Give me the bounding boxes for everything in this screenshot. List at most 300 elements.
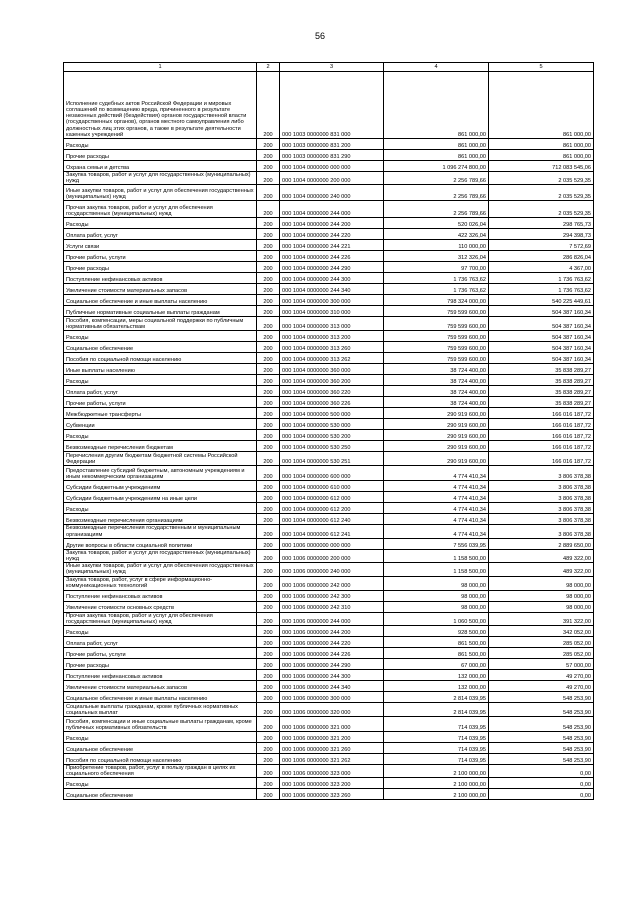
row-code: 200	[257, 172, 280, 185]
row-classification: 000 1006 0000000 321 260	[280, 743, 384, 754]
row-classification: 000 1003 0000000 831 200	[280, 139, 384, 150]
row-label: Расходы	[64, 503, 257, 514]
row-label: Безвозмездные перечисления государственным и муниципальным организациям	[64, 525, 257, 538]
row-executed: 504 387 160,34	[489, 342, 594, 353]
table-row	[64, 262, 594, 273]
table-row	[64, 317, 594, 331]
row-executed: 0,00	[489, 765, 594, 778]
table-row	[64, 563, 594, 576]
row-approved: 67 000,00	[384, 659, 489, 670]
row-approved: 1 158 500,00	[384, 549, 489, 562]
row-label: Субсидии бюджетным учреждениям на иные цели	[64, 492, 257, 503]
row-label: Прочая закупка товаров, работ и услуг для обеспечения государственных (муниципальных) нужд	[64, 201, 257, 218]
row-approved: 290 919 600,00	[384, 408, 489, 419]
row-label: Предоставление субсидий бюджетным, автономным учреждениям и иным некоммерческим организациям	[64, 466, 257, 481]
row-approved: 132 000,00	[384, 681, 489, 692]
row-classification: 000 1006 0000000 323 200	[280, 778, 384, 789]
row-executed: 391 322,00	[489, 612, 594, 625]
table-row	[64, 430, 594, 441]
table-row	[64, 284, 594, 295]
row-executed: 504 387 160,34	[489, 317, 594, 331]
row-executed: 98 000,00	[489, 576, 594, 590]
table-row	[64, 72, 594, 139]
row-code: 200	[257, 549, 280, 562]
row-approved: 2 100 000,00	[384, 778, 489, 789]
row-code: 200	[257, 692, 280, 703]
row-executed: 7 572,69	[489, 240, 594, 251]
row-code: 200	[257, 525, 280, 538]
row-executed: 166 016 187,72	[489, 408, 594, 419]
row-label: Увеличение стоимости материальных запасов	[64, 284, 257, 295]
row-label: Увеличение стоимости основных средств	[64, 601, 257, 612]
table-row	[64, 681, 594, 692]
row-approved: 714 039,95	[384, 732, 489, 743]
row-classification: 000 1006 0000000 321 200	[280, 732, 384, 743]
row-approved: 290 919 600,00	[384, 430, 489, 441]
row-code: 200	[257, 765, 280, 778]
table-row	[64, 659, 594, 670]
row-executed: 2 035 529,35	[489, 172, 594, 185]
row-approved: 38 724 400,00	[384, 375, 489, 386]
row-code: 200	[257, 703, 280, 717]
row-classification: 000 1004 0000000 530 200	[280, 430, 384, 441]
table-row	[64, 150, 594, 161]
row-classification: 000 1006 0000000 000 000	[280, 538, 384, 549]
table-row	[64, 331, 594, 342]
table-body	[64, 72, 594, 800]
table-row	[64, 514, 594, 525]
table-row	[64, 743, 594, 754]
row-executed: 861 000,00	[489, 72, 594, 139]
row-executed: 861 000,00	[489, 139, 594, 150]
row-approved: 2 256 789,66	[384, 185, 489, 201]
row-label: Оплата работ, услуг	[64, 637, 257, 648]
row-classification: 000 1006 0000000 244 300	[280, 670, 384, 681]
row-classification: 000 1004 0000000 360 000	[280, 364, 384, 375]
row-label: Социальное обеспечение	[64, 789, 257, 800]
row-approved: 1 736 763,62	[384, 273, 489, 284]
row-executed: 1 736 763,62	[489, 273, 594, 284]
row-code: 200	[257, 681, 280, 692]
table-row	[64, 375, 594, 386]
row-label: Социальное обеспечение и иные выплаты населению	[64, 692, 257, 703]
row-classification: 000 1004 0000000 360 200	[280, 375, 384, 386]
row-classification: 000 1006 0000000 244 200	[280, 626, 384, 637]
row-approved: 4 774 410,34	[384, 492, 489, 503]
row-executed: 3 806 378,38	[489, 481, 594, 492]
row-code: 200	[257, 386, 280, 397]
table-row	[64, 717, 594, 732]
table-row	[64, 353, 594, 364]
row-code: 200	[257, 353, 280, 364]
row-classification: 000 1006 0000000 244 340	[280, 681, 384, 692]
row-label: Закупка товаров, работ и услуг для государственных (муниципальных) нужд	[64, 172, 257, 185]
row-executed: 285 052,00	[489, 648, 594, 659]
row-executed: 548 253,90	[489, 743, 594, 754]
row-code: 200	[257, 637, 280, 648]
row-label: Субсидии бюджетным учреждениям	[64, 481, 257, 492]
row-classification: 000 1006 0000000 240 000	[280, 563, 384, 576]
table-row	[64, 503, 594, 514]
row-code: 200	[257, 375, 280, 386]
row-label: Прочие работы, услуги	[64, 397, 257, 408]
table-row	[64, 419, 594, 430]
row-classification: 000 1004 0000000 313 260	[280, 342, 384, 353]
header-cell: 1	[64, 63, 257, 72]
row-label: Субвенции	[64, 419, 257, 430]
table-row	[64, 576, 594, 590]
row-code: 200	[257, 185, 280, 201]
row-label: Прочие работы, услуги	[64, 251, 257, 262]
row-code: 200	[257, 514, 280, 525]
table-row	[64, 765, 594, 778]
row-label: Охрана семьи и детства	[64, 161, 257, 172]
row-code: 200	[257, 364, 280, 375]
row-code: 200	[257, 743, 280, 754]
table-row	[64, 240, 594, 251]
row-executed: 504 387 160,34	[489, 353, 594, 364]
row-executed: 98 000,00	[489, 590, 594, 601]
table-row	[64, 612, 594, 625]
row-classification: 000 1004 0000000 244 226	[280, 251, 384, 262]
row-code: 200	[257, 430, 280, 441]
row-approved: 714 039,95	[384, 717, 489, 732]
row-label: Прочие работы, услуги	[64, 648, 257, 659]
row-executed: 0,00	[489, 789, 594, 800]
row-executed: 285 052,00	[489, 637, 594, 648]
row-classification: 000 1006 0000000 244 220	[280, 637, 384, 648]
row-code: 200	[257, 273, 280, 284]
table-row	[64, 218, 594, 229]
table-row	[64, 185, 594, 201]
row-approved: 861 000,00	[384, 139, 489, 150]
row-classification: 000 1006 0000000 242 300	[280, 590, 384, 601]
row-classification: 000 1004 0000000 000 000	[280, 161, 384, 172]
row-label: Расходы	[64, 430, 257, 441]
row-approved: 928 500,00	[384, 626, 489, 637]
row-approved: 1 158 500,00	[384, 563, 489, 576]
table-row	[64, 481, 594, 492]
row-classification: 000 1004 0000000 244 340	[280, 284, 384, 295]
row-executed: 298 765,73	[489, 218, 594, 229]
row-label: Закупка товаров, работ, услуг в сфере информационно-коммуникационных технологий	[64, 576, 257, 590]
row-code: 200	[257, 789, 280, 800]
table-row	[64, 754, 594, 765]
row-classification: 000 1004 0000000 530 250	[280, 441, 384, 452]
row-label: Расходы	[64, 732, 257, 743]
row-label: Безвозмездные перечисления бюджетам	[64, 441, 257, 452]
row-label: Прочие расходы	[64, 659, 257, 670]
row-classification: 000 1006 0000000 244 290	[280, 659, 384, 670]
table-row	[64, 295, 594, 306]
table-row	[64, 538, 594, 549]
header-cell: 3	[280, 63, 384, 72]
row-classification: 000 1004 0000000 244 000	[280, 201, 384, 218]
row-approved: 132 000,00	[384, 670, 489, 681]
row-label: Пособия по социальной помощи населению	[64, 754, 257, 765]
table-row	[64, 342, 594, 353]
table-row	[64, 441, 594, 452]
row-label: Пособия по социальной помощи населению	[64, 353, 257, 364]
row-code: 200	[257, 648, 280, 659]
header-cell: 5	[489, 63, 594, 72]
row-label: Социальное обеспечение	[64, 743, 257, 754]
row-approved: 861 500,00	[384, 637, 489, 648]
row-label: Иные закупки товаров, работ и услуг для обеспечения государственных (муниципальных) нужд	[64, 185, 257, 201]
row-label: Расходы	[64, 139, 257, 150]
row-label: Расходы	[64, 626, 257, 637]
row-approved: 4 774 410,34	[384, 514, 489, 525]
table-row	[64, 408, 594, 419]
row-approved: 7 556 039,95	[384, 538, 489, 549]
row-label: Поступление нефинансовых активов	[64, 590, 257, 601]
row-code: 200	[257, 670, 280, 681]
row-executed: 548 253,90	[489, 717, 594, 732]
row-label: Услуги связи	[64, 240, 257, 251]
row-approved: 1 096 274 800,00	[384, 161, 489, 172]
row-code: 200	[257, 251, 280, 262]
row-executed: 504 387 160,34	[489, 331, 594, 342]
row-executed: 3 806 378,38	[489, 492, 594, 503]
row-approved: 759 599 600,00	[384, 331, 489, 342]
row-executed: 489 322,00	[489, 549, 594, 562]
row-code: 200	[257, 150, 280, 161]
row-approved: 2 814 039,95	[384, 692, 489, 703]
row-label: Прочая закупка товаров, работ и услуг для обеспечения государственных (муниципальных) нужд	[64, 612, 257, 625]
row-executed: 3 806 378,38	[489, 503, 594, 514]
row-approved: 759 599 600,00	[384, 342, 489, 353]
row-classification: 000 1004 0000000 610 000	[280, 481, 384, 492]
row-classification: 000 1004 0000000 600 000	[280, 466, 384, 481]
row-approved: 759 599 600,00	[384, 306, 489, 317]
row-label: Расходы	[64, 331, 257, 342]
row-label: Социальные выплаты гражданам, кроме публичных нормативных социальных выплат	[64, 703, 257, 717]
table-row	[64, 732, 594, 743]
table-row	[64, 703, 594, 717]
row-executed: 166 016 187,72	[489, 441, 594, 452]
row-code: 200	[257, 139, 280, 150]
row-label: Оплата работ, услуг	[64, 229, 257, 240]
row-code: 200	[257, 601, 280, 612]
row-classification: 000 1004 0000000 360 226	[280, 397, 384, 408]
row-executed: 342 052,00	[489, 626, 594, 637]
row-code: 200	[257, 306, 280, 317]
row-code: 200	[257, 466, 280, 481]
row-label: Межбюджетные трансферты	[64, 408, 257, 419]
row-classification: 000 1004 0000000 244 300	[280, 273, 384, 284]
row-executed: 3 806 378,38	[489, 525, 594, 538]
row-executed: 35 838 289,27	[489, 364, 594, 375]
row-approved: 4 774 410,34	[384, 481, 489, 492]
row-label: Прочие расходы	[64, 262, 257, 273]
row-classification: 000 1004 0000000 244 290	[280, 262, 384, 273]
row-code: 200	[257, 408, 280, 419]
row-executed: 294 398,73	[489, 229, 594, 240]
row-executed: 504 387 160,34	[489, 306, 594, 317]
row-approved: 290 919 600,00	[384, 419, 489, 430]
row-classification: 000 1004 0000000 612 240	[280, 514, 384, 525]
row-label: Перечисления другим бюджетам бюджетной системы Российской Федерации	[64, 452, 257, 466]
row-label: Иные выплаты населению	[64, 364, 257, 375]
row-label: Увеличение стоимости материальных запасов	[64, 681, 257, 692]
row-classification: 000 1003 0000000 831 000	[280, 72, 384, 139]
table-row	[64, 273, 594, 284]
row-executed: 712 083 545,06	[489, 161, 594, 172]
table-row	[64, 386, 594, 397]
row-code: 200	[257, 441, 280, 452]
table-row	[64, 397, 594, 408]
header-cell: 4	[384, 63, 489, 72]
row-approved: 38 724 400,00	[384, 386, 489, 397]
table-row	[64, 601, 594, 612]
row-approved: 98 000,00	[384, 601, 489, 612]
row-label: Расходы	[64, 375, 257, 386]
row-approved: 312 326,04	[384, 251, 489, 262]
row-executed: 548 253,90	[489, 754, 594, 765]
row-approved: 2 100 000,00	[384, 765, 489, 778]
table-row	[64, 549, 594, 562]
row-approved: 520 026,04	[384, 218, 489, 229]
row-executed: 2 035 529,35	[489, 201, 594, 218]
row-approved: 38 724 400,00	[384, 397, 489, 408]
row-code: 200	[257, 161, 280, 172]
row-code: 200	[257, 331, 280, 342]
table-row	[64, 670, 594, 681]
row-code: 200	[257, 563, 280, 576]
row-executed: 98 000,00	[489, 601, 594, 612]
row-label: Социальное обеспечение и иные выплаты населению	[64, 295, 257, 306]
row-label: Пособия, компенсации и иные социальные выплаты гражданам, кроме публичных нормативных обязательств	[64, 717, 257, 732]
row-approved: 1 060 500,00	[384, 612, 489, 625]
row-label: Оплата работ, услуг	[64, 386, 257, 397]
row-classification: 000 1004 0000000 244 221	[280, 240, 384, 251]
row-approved: 422 326,04	[384, 229, 489, 240]
table-row	[64, 139, 594, 150]
row-classification: 000 1006 0000000 320 000	[280, 703, 384, 717]
row-classification: 000 1006 0000000 242 000	[280, 576, 384, 590]
row-code: 200	[257, 778, 280, 789]
row-approved: 2 100 000,00	[384, 789, 489, 800]
row-label: Прочие расходы	[64, 150, 257, 161]
row-label: Безвозмездные перечисления организациям	[64, 514, 257, 525]
row-executed: 57 000,00	[489, 659, 594, 670]
row-classification: 000 1004 0000000 310 000	[280, 306, 384, 317]
table-row	[64, 525, 594, 538]
row-approved: 38 724 400,00	[384, 364, 489, 375]
row-approved: 759 599 600,00	[384, 317, 489, 331]
header-cell: 2	[257, 63, 280, 72]
row-approved: 861 000,00	[384, 150, 489, 161]
row-label: Иные закупки товаров, работ и услуг для обеспечения государственных (муниципальных) нужд	[64, 563, 257, 576]
table-row	[64, 637, 594, 648]
row-code: 200	[257, 397, 280, 408]
row-code: 200	[257, 295, 280, 306]
row-classification: 000 1006 0000000 244 000	[280, 612, 384, 625]
row-approved: 1 736 763,62	[384, 284, 489, 295]
row-code: 200	[257, 538, 280, 549]
row-executed: 548 253,90	[489, 732, 594, 743]
row-approved: 861 500,00	[384, 648, 489, 659]
row-classification: 000 1006 0000000 323 260	[280, 789, 384, 800]
page-number: 56	[314, 31, 325, 41]
row-code: 200	[257, 201, 280, 218]
row-executed: 166 016 187,72	[489, 419, 594, 430]
row-code: 200	[257, 576, 280, 590]
row-classification: 000 1004 0000000 240 000	[280, 185, 384, 201]
row-code: 200	[257, 72, 280, 139]
row-classification: 000 1004 0000000 313 200	[280, 331, 384, 342]
row-code: 200	[257, 626, 280, 637]
row-code: 200	[257, 481, 280, 492]
table-row	[64, 251, 594, 262]
row-classification: 000 1004 0000000 244 200	[280, 218, 384, 229]
row-classification: 000 1004 0000000 313 262	[280, 353, 384, 364]
row-classification: 000 1006 0000000 323 000	[280, 765, 384, 778]
row-classification: 000 1006 0000000 200 000	[280, 549, 384, 562]
row-executed: 0,00	[489, 778, 594, 789]
row-classification: 000 1004 0000000 244 220	[280, 229, 384, 240]
row-approved: 4 774 410,34	[384, 466, 489, 481]
row-executed: 166 016 187,72	[489, 452, 594, 466]
table-header-row	[64, 63, 594, 72]
table-row	[64, 306, 594, 317]
row-executed: 35 838 289,27	[489, 375, 594, 386]
table-row	[64, 364, 594, 375]
row-executed: 166 016 187,72	[489, 430, 594, 441]
table-row	[64, 229, 594, 240]
row-code: 200	[257, 342, 280, 353]
row-approved: 4 774 410,34	[384, 503, 489, 514]
row-approved: 98 000,00	[384, 576, 489, 590]
row-label: Публичные нормативные социальные выплаты гражданам	[64, 306, 257, 317]
row-label: Другие вопросы в области социальной политики	[64, 538, 257, 549]
row-approved: 714 039,95	[384, 743, 489, 754]
row-approved: 714 039,95	[384, 754, 489, 765]
row-executed: 1 736 763,62	[489, 284, 594, 295]
row-executed: 2 889 650,00	[489, 538, 594, 549]
row-classification: 000 1004 0000000 313 000	[280, 317, 384, 331]
table-row	[64, 452, 594, 466]
row-classification: 000 1006 0000000 242 310	[280, 601, 384, 612]
table-row	[64, 626, 594, 637]
row-executed: 35 838 289,27	[489, 386, 594, 397]
row-executed: 548 253,90	[489, 692, 594, 703]
table-row	[64, 590, 594, 601]
row-code: 200	[257, 240, 280, 251]
row-approved: 2 256 789,66	[384, 172, 489, 185]
row-label: Исполнение судебных актов Российской Федерации и мировых соглашений по возмещению вреда, причиненного в результате незаконных действий (бездействия) органов государственной власти (государственных органов), органов местного самоуправления либо должностных лиц этих органов, а также в результате деятельности казенных учреждений	[64, 72, 257, 139]
row-code: 200	[257, 492, 280, 503]
row-label: Расходы	[64, 778, 257, 789]
row-executed: 861 000,00	[489, 150, 594, 161]
row-code: 200	[257, 229, 280, 240]
row-approved: 2 814 039,95	[384, 703, 489, 717]
row-executed: 489 322,00	[489, 563, 594, 576]
table-row	[64, 466, 594, 481]
row-approved: 110 000,00	[384, 240, 489, 251]
table-row	[64, 172, 594, 185]
row-code: 200	[257, 452, 280, 466]
row-label: Закупка товаров, работ и услуг для государственных (муниципальных) нужд	[64, 549, 257, 562]
row-approved: 290 919 600,00	[384, 441, 489, 452]
row-approved: 2 256 789,66	[384, 201, 489, 218]
row-classification: 000 1004 0000000 530 000	[280, 419, 384, 430]
row-label: Поступление нефинансовых активов	[64, 670, 257, 681]
row-executed: 49 270,00	[489, 670, 594, 681]
row-code: 200	[257, 717, 280, 732]
row-approved: 97 700,00	[384, 262, 489, 273]
row-label: Поступление нефинансовых активов	[64, 273, 257, 284]
